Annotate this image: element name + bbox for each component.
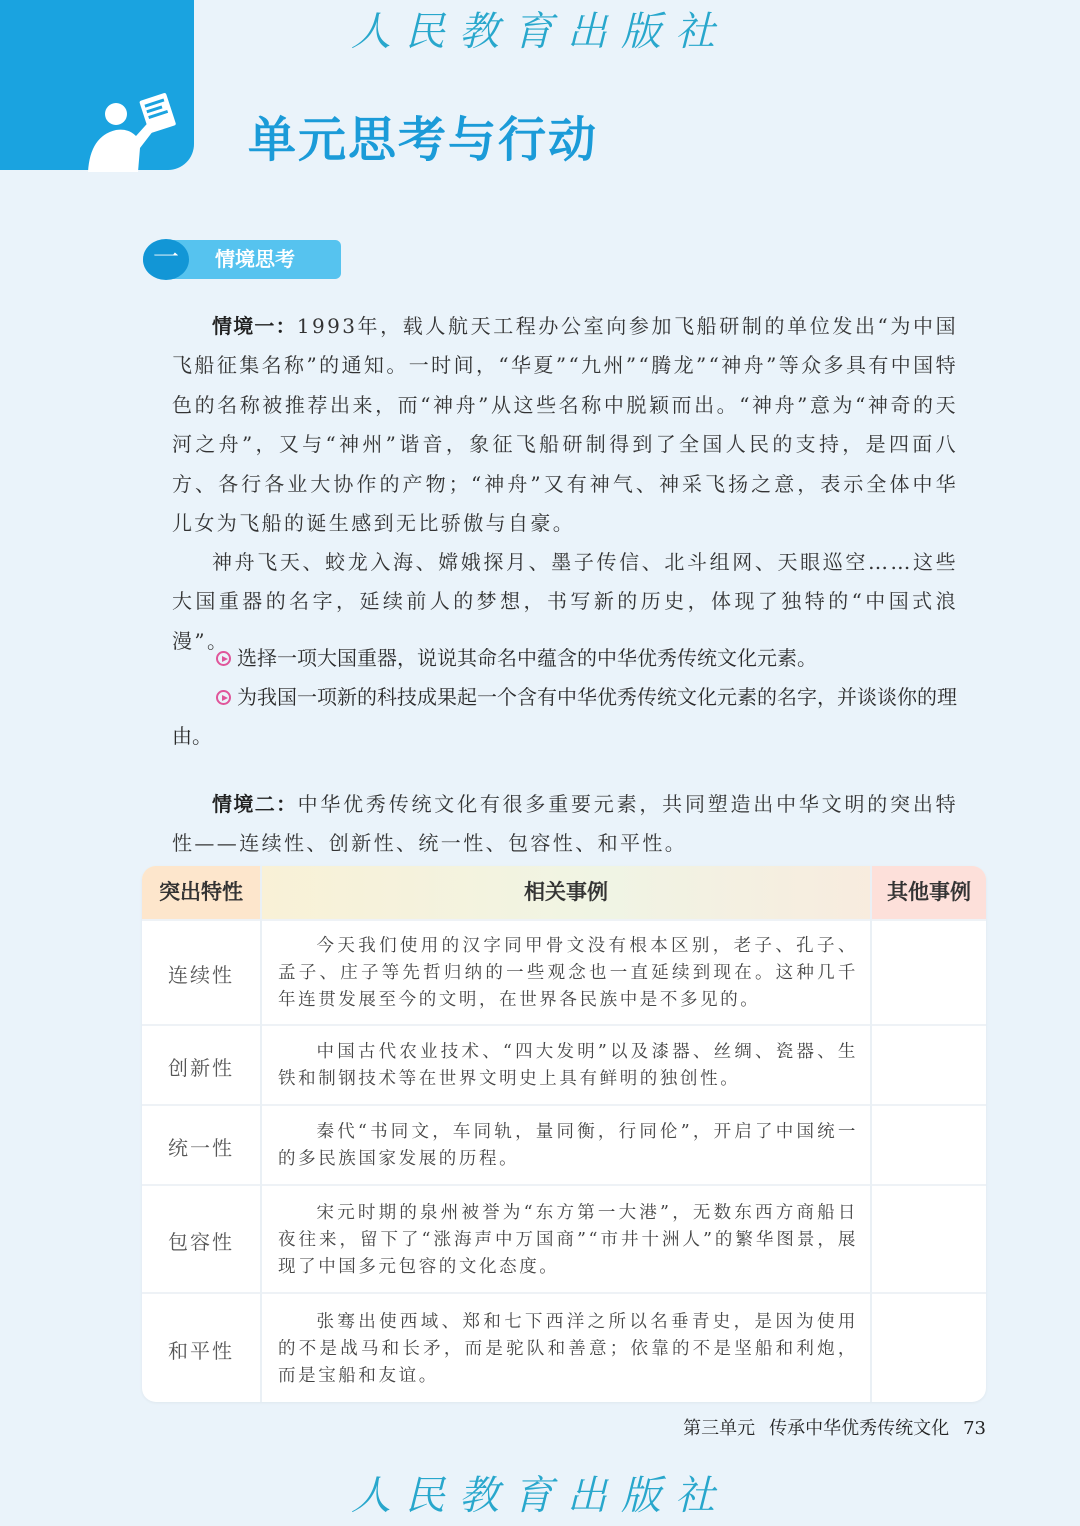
footer-unit: 第三单元 xyxy=(683,1418,756,1439)
table-row xyxy=(142,1184,986,1294)
scenario2-text: 中华优秀传统文化有很多重要元素，共同塑造出中华文明的突出特性——连续性、创新性、统一性、包容性、和平性。 xyxy=(172,792,959,856)
trait-name: 和平性 xyxy=(168,1338,234,1363)
other-example-cell[interactable] xyxy=(872,1186,986,1294)
trait-example: 秦代“书同文，车同轨，量同衡，行同伦”，开启了中国统一的多民族国家发展的历程。 xyxy=(278,1122,858,1169)
reader-holding-book-icon xyxy=(76,92,176,172)
other-example-cell[interactable] xyxy=(872,1294,986,1402)
table-row xyxy=(142,1292,986,1402)
section-number: 一 xyxy=(143,239,189,280)
header-examples: 相关事例 xyxy=(524,880,608,904)
task-item xyxy=(172,639,958,678)
publisher-watermark-bottom: 人民教育出版社 xyxy=(351,1473,729,1519)
trait-example: 今天我们使用的汉字同甲骨文没有根本区别，老子、孔子、孟子、庄子等先哲归纳的一些观念也一直延续到现在。这种几千年连贯发展至今的文明，在世界各民族中是不多见的。 xyxy=(278,936,858,1010)
table-row xyxy=(142,1024,986,1106)
column-divider xyxy=(870,866,872,1402)
scenario2-paragraph xyxy=(172,785,958,864)
task-text: 为我国一项新的科技成果起一个含有中华优秀传统文化元素的名字，并谈谈你的理由。 xyxy=(172,685,957,749)
scenario2-lead: 情境二： xyxy=(212,792,298,816)
trait-name: 创新性 xyxy=(168,1055,234,1080)
play-circle-icon xyxy=(216,690,231,705)
header-trait: 突出特性 xyxy=(142,866,260,919)
column-divider xyxy=(260,866,262,1402)
scenario1-text: 1993年，载人航天工程办公室向参加飞船研制的单位发出“为中国飞船征集名称”的通知。一时间，“华夏”“九州”“腾龙”“神舟”等众多具有中国特色的名称被推荐出来，而“神舟”从这些名称中脱颖而出。“神舟”意为“神奇的天河之舟”，又与“神州”谐音，象征飞船研制得到了全国人民的支持，是四面八方、各行各业大协作的产物；“神舟”又有神气、神采飞扬之意，表示全体中华儿女为飞船的诞生感到无比骄傲与自豪。 xyxy=(172,314,959,536)
table-row xyxy=(142,919,986,1026)
play-circle-icon xyxy=(216,651,231,666)
traits-table xyxy=(142,866,986,1402)
trait-name: 连续性 xyxy=(168,963,234,987)
other-example-cell[interactable] xyxy=(872,1026,986,1106)
other-example-cell[interactable] xyxy=(872,1106,986,1186)
page-number: 73 xyxy=(963,1418,986,1439)
scenario1-paragraph xyxy=(172,307,958,543)
trait-example: 张骞出使西域、郑和七下西洋之所以名垂青史，是因为使用的不是战马和长矛，而是驼队和善意；依靠的不是坚船和利炮，而是宝船和友谊。 xyxy=(278,1311,858,1386)
trait-example: 宋元时期的泉州被誉为“东方第一大港”，无数东西方商船日夜往来，留下了“涨海声中万国商”“市井十洲人”的繁华图景，展现了中国多元包容的文化态度。 xyxy=(278,1202,858,1277)
section-label: 情境思考 xyxy=(215,247,295,271)
publisher-watermark-top: 人民教育出版社 xyxy=(351,9,729,55)
scenario1-paragraph-2: 神舟飞天、蛟龙入海、嫦娥探月、墨子传信、北斗组网、天眼巡空……这些大国重器的名字，延续前人的梦想，书写新的历史，体现了独特的“中国式浪漫”。 xyxy=(172,550,958,653)
task-text: 选择一项大国重器，说说其命名中蕴含的中华优秀传统文化元素。 xyxy=(237,646,817,670)
section-tab xyxy=(143,240,341,279)
header-other-examples: 其他事例 xyxy=(872,866,986,919)
table-row xyxy=(142,1104,986,1186)
other-example-cell[interactable] xyxy=(872,921,986,1026)
trait-example: 中国古代农业技术、“四大发明”以及漆器、丝绸、瓷器、生铁和制钢技术等在世界文明史上具有鲜明的独创性。 xyxy=(278,1042,858,1089)
trait-name: 包容性 xyxy=(168,1229,234,1254)
scenario1-lead: 情境一： xyxy=(212,314,297,338)
page-title: 单元思考与行动 xyxy=(248,112,599,168)
task-item xyxy=(172,678,958,757)
page-footer xyxy=(666,1414,986,1444)
trait-name: 统一性 xyxy=(168,1135,234,1160)
table-header-row xyxy=(142,866,986,919)
footer-unit-title: 传承中华优秀传统文化 xyxy=(769,1418,950,1439)
